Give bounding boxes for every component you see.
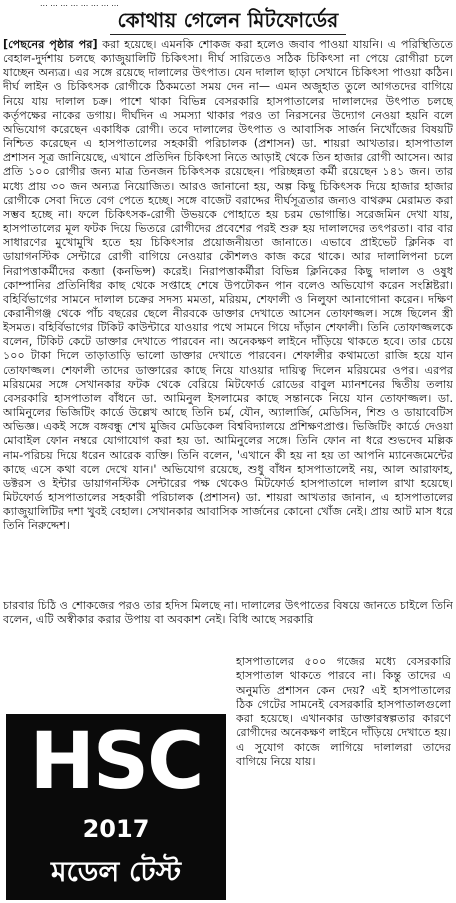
article-body	[3, 38, 453, 596]
banner-subtitle: মডেল টেস্ট	[50, 855, 182, 888]
headline-rule	[110, 34, 346, 35]
headline: কোথায় গেলেন মিটফোর্ডের	[117, 8, 339, 32]
banner-title: HSC	[29, 717, 203, 807]
continuation-kicker: [পেছনের পৃষ্ঠার পর]	[3, 38, 98, 51]
top-clipped-text: ... ... ... ... ... ... ... ...	[40, 0, 119, 7]
article-paragraph	[3, 38, 453, 533]
article-right-column: হাসপাতালের ৫০০ গজের মধ্যে বেসরকারি হাসপাতাল থাকতে পারবে না। কিন্তু তাদের এ অনুমতি প্রশাসন কেন দেয়? এই হাসপাতালের ঠিক গেটের সামনেই বেসরকারি হাসপাতালগুলো করা হয়েছে। এখানকার ডাক্তারস্বল্পতার কারণে রোগীদের অনেকক্ষণ লাইনে দাঁড়িয়ে দেখাতে হয়। এ সুযোগ কাজে লাগিয়ে দালালরা তাদের বাগিয়ে নিয়ে যায়।	[236, 655, 451, 769]
banner-year: 2017	[82, 815, 150, 843]
article-text: করা হয়েছে। এমনকি শোকজ করা হলেও জবাব পাওয়া যায়নি। এ পরিস্থিতিতে বেহাল-দুর্দশায় চলছে ক্যাজুয়ালিটি চিকিৎসা। দীর্ঘ সারিতেও সঠিক চিকিৎসা না পেয়ে রোগীরা চলে যাচ্ছেন অন্যত্র। এর সঙ্গে রয়েছে দালালের উৎপাত। যেন দালাল ছাড়া সেখানে চিকিৎসা পাওয়া কঠিন। দীর্ঘ লাইন ও চিকিৎসক রোগীকে ঠিকমতো সময় দেন না— এমন অজুহাত তুলে আগতদের বাগিয়ে নিয়ে যায় দালাল চক্র। পাশে থাকা বিভিন্ন বেসরকারি হাসপাতালের দালালদের উৎপাত চলছে কর্তৃপক্ষের নাকের ডগায়। দীর্ঘদিন এ সমস্যা থাকার পরও তা নিরসনের উদ্যোগ নেওয়া হয়নি বলে অভিযোগ করেছেন একাধিক রোগী। তবে দালালের উৎপাত ও আবাসিক সার্জন নিখোঁজের বিষয়টি নিশ্চিত করেছেন এ হাসপাতালের সহকারী পরিচালক (প্রশাসন) ডা. শায়রা আখতার। হাসপাতাল প্রশাসন সূত্র জানিয়েছে, এখানে প্রতিদিন চিকিৎসা নিতে আড়াই থেকে তিন হাজার রোগী আসেন। আর প্রতি ১০০ রোগীর জন্য মাত্র তিনজন চিকিৎসক রয়েছেন। পরিচ্ছন্নতা কর্মী রয়েছেন ১৪১ জন। তার মধ্যে প্রায় ৩০ জন অন্যত্র নিয়োজিত। আরও জানানো হয়, অল্প কিছু চিকিৎসক দিয়ে হাজার হাজার রোগীকে সেবা দিতে বেগ পেতে হচ্ছে। সঙ্গে বাজেট বরাদ্দের দীর্ঘসূত্রতার জন্যও বাথরুম মেরামত করা সম্ভব হচ্ছে না। ফলে চিকিৎসক-রোগী উভয়কে পোহাতে হয় চরম ভোগান্তি। সরেজমিন দেখা যায়, হাসপাতালের মূল ফটক দিয়ে ভিতরে রোগীদের প্রবেশের পরই শুরু হয় দালালদের তৎপরতা। বার বার সাধারণের মুখোমুখি হতে হয় চিকিৎসার প্রয়োজনীয়তা জানাতে। এভাবে প্রাইভেট ক্লিনিক বা ডায়াগনস্টিক সেন্টারে রোগী বাগিয়ে নেওয়ার কৌশলও কাজ করে থাকে। আর দালালিপনা চলে নিরাপত্তাকর্মীদের কব্জা (কনভিন্স) করেই। নিরাপত্তাকর্মীরা বিভিন্ন ক্লিনিকের কিছু দালাল ও ওষুধ কোম্পানির প্রতিনিধির কাছ থেকে সপ্তাহে শেষে উপঢৌকন পান বলেও অভিযোগ করেন সংশ্লিষ্টরা। বহির্বিভাগের সামনে দালাল চক্রের সদস্য মমতা, মরিয়ম, শেফালী ও নিলুফা আনাগোনা করেন। দক্ষিণ কেরানীগঞ্জ থেকে পাঁচ বছরের ছেলে নীরবকে ডাক্তার দেখাতে আসেন তোফাজ্জল। সঙ্গে ছিলেন স্ত্রী ইসমত। বহির্বিভাগের টিকিট কাউন্টারে যাওয়ার পথে সামনে গিয়ে দাঁড়ান শেফালী। তিনি তোফাজ্জলকে বলেন, টিকিট কেটে ডাক্তার দেখাতে পারবেন না। অনেকক্ষণ লাইনে দাঁড়িয়ে থাকতে হবে। তার চেয়ে ১০০ টাকা দিলে তাড়াতাড়ি ভালো ডাক্তার দেখাতে পারবেন। শেফালীর কথামতো রাজি হয়ে যান তোফাজ্জল। শেফালী তাদের ডাক্তারের কাছে নিয়ে যাওয়ার দায়িত্ব দিলেন মরিয়মের ওপর। এরপর মরিয়মের সঙ্গে সেখানকার ফটক থেকে বেরিয়ে মিটফোর্ড রোডের বাবুল ম্যানশনের দ্বিতীয় তলায় বেসরকারি হাসপাতাল বাঁধনে ডা. আমিনুল ইসলামের কাছে সন্তানকে নিয়ে যান তোফাজ্জল। ডা. আমিনুলের ভিজিটিং কার্ডে উল্লেখ আছে তিনি চর্ম, যৌন, অ্যালার্জি, মেডিসিন, শিশু ও ডায়াবেটিস অভিজ্ঞ। একই সঙ্গে বঙ্গবন্ধু শেখ মুজিব মেডিকেল বিশ্ববিদ্যালয়ে প্রশিক্ষণপ্রাপ্ত। ভিজিটিং কার্ডে দেওয়া মোবাইল ফোন নম্বরে যোগাযোগ করা হয় ডা. আমিনুলের সঙ্গে। তিনি ফোন না ধরে শুভদেব মল্লিক নাম-পরিচয় দিয়ে ধরেন আরেক ব্যক্তি। তিনি বলেন, 'এখানে কী হয় না হয় তা আপনি ম্যানেজমেন্টের কাছে এসে কথা বলে দেখে যান।' অভিযোগ রয়েছে, শুধু বাঁধন হাসপাতালেই নয়, আল আরাফাহ, ডক্টরস ও ইন্টার ডায়াগনস্টিক সেন্টারের পক্ষ থেকেও মিটফোর্ড হাসপাতালে দালাল রাখা হয়েছে। মিটফোর্ড হাসপাতালের সহকারী পরিচালক (প্রশাসন) ডা. শায়রা আখতার জানান, এ হাসপাতালের ক্যাজুয়ালিটির দশা খুবই বেহাল। সেখানকার আবাসিক সার্জনের কোনো খোঁজ নেই। প্রায় আট মাস ধরে তিনি নিরুদ্দেশ।	[3, 38, 453, 533]
article-tail: চারবার চিঠি ও শোকজের পরও তার হদিস মিলছে না। দালালের উৎপাতের বিষয়ে জানতে চাইলে তিনি বলেন, এটি অস্বীকার করার উপায় বা অবকাশ নেই। বিধি আছে সরকারি	[3, 599, 453, 627]
hsc-model-test-banner	[6, 714, 226, 900]
